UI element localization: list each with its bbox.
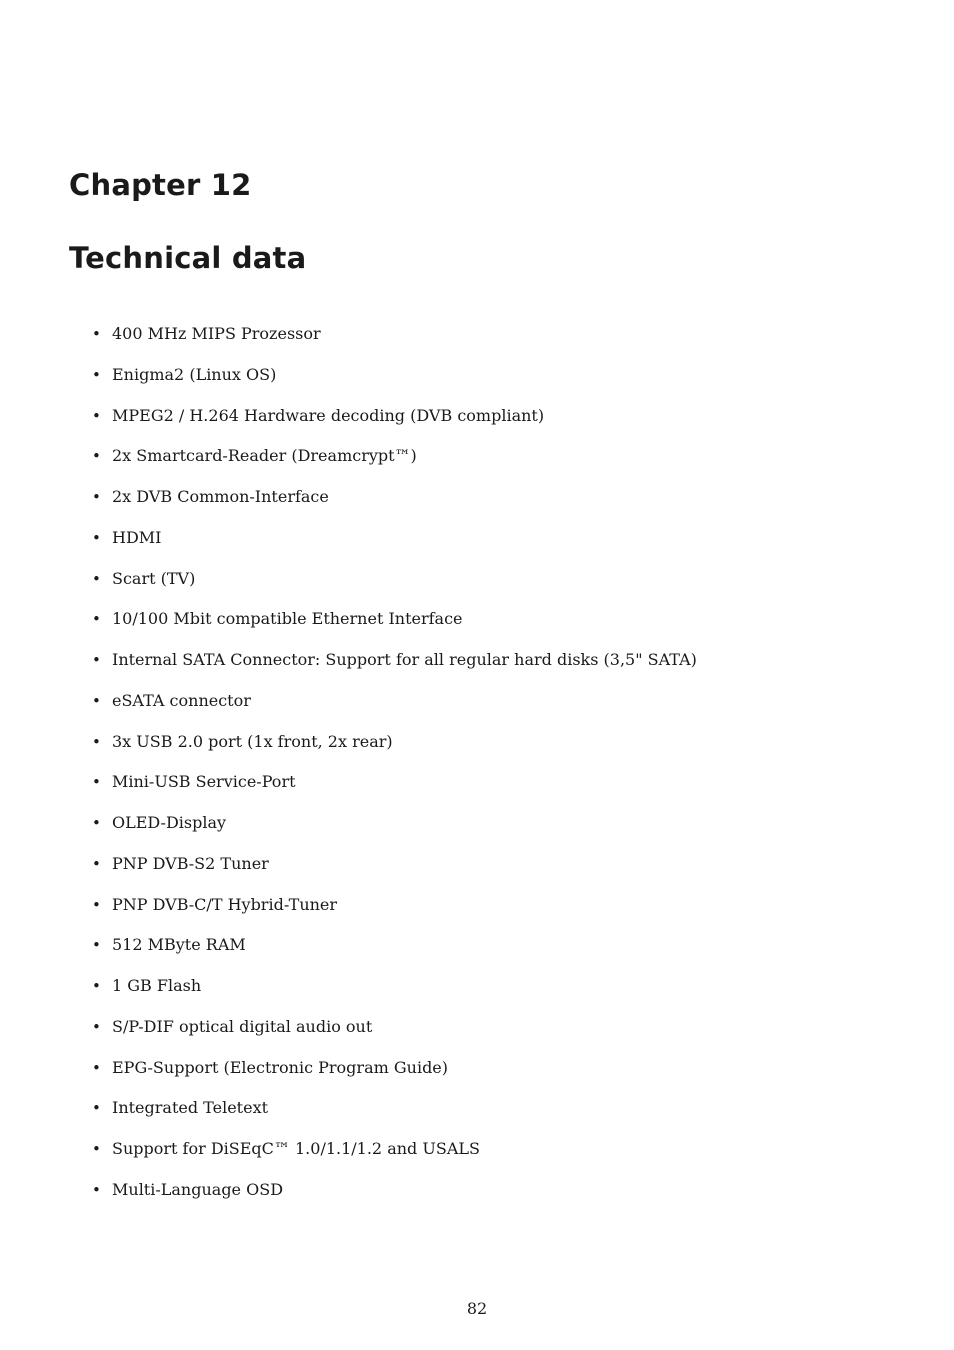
bullet-icon: • <box>92 854 101 873</box>
list-item <box>0 810 954 851</box>
list-item <box>0 851 954 892</box>
bullet-icon: • <box>92 895 101 914</box>
bullet-icon: • <box>92 814 101 832</box>
list-item-text: EPG-Support (Electronic Program Guide) <box>112 1057 449 1077</box>
bullet-icon: • <box>92 1017 101 1036</box>
list-item <box>0 566 954 607</box>
list-item <box>0 606 954 647</box>
list-item-text: 2x Smartcard-Reader (Dreamcrypt™) <box>112 446 417 466</box>
list-item-text: 512 MByte RAM <box>112 935 246 955</box>
bullet-icon: • <box>92 406 101 425</box>
bullet-icon: • <box>92 1140 101 1158</box>
bullet-icon: • <box>92 325 101 343</box>
list-item-text: PNP DVB-C/T Hybrid-Tuner <box>112 894 338 914</box>
list-item <box>0 362 954 403</box>
list-item-text: Support for DiSEqC™ 1.0/1.1/1.2 and USALS <box>112 1139 480 1158</box>
list-item <box>0 1055 954 1096</box>
list-item-text: S/P-DIF optical digital audio out <box>112 1016 373 1036</box>
chapter-number-heading: Chapter 12 <box>69 168 252 202</box>
list-item-text: PNP DVB-S2 Tuner <box>112 853 269 873</box>
technical-data-list <box>0 321 954 1218</box>
page-number: 82 <box>466 1299 488 1318</box>
list-item <box>0 1095 954 1136</box>
bullet-icon: • <box>92 569 101 588</box>
list-item-text: MPEG2 / H.264 Hardware decoding (DVB compliant) <box>112 405 545 425</box>
list-item <box>0 688 954 729</box>
list-item-text: eSATA connector <box>112 690 251 710</box>
list-item <box>0 403 954 444</box>
list-item <box>0 647 954 688</box>
list-item-text: 1 GB Flash <box>112 976 202 995</box>
list-item <box>0 443 954 484</box>
bullet-icon: • <box>92 488 101 506</box>
list-item <box>0 769 954 810</box>
list-item-text: Internal SATA Connector: Support for all regular hard disks (3,5" SATA) <box>112 650 697 669</box>
list-item <box>0 1014 954 1055</box>
bullet-icon: • <box>92 732 101 751</box>
list-item-text: OLED-Display <box>112 813 227 832</box>
list-item-text: Scart (TV) <box>112 568 196 588</box>
bullet-icon: • <box>92 365 101 384</box>
bullet-icon: • <box>92 691 101 710</box>
list-item-text: Integrated Teletext <box>112 1098 269 1118</box>
list-item <box>0 1136 954 1177</box>
list-item <box>0 484 954 525</box>
list-item-text: 2x DVB Common-Interface <box>112 487 329 506</box>
list-item-text: 3x USB 2.0 port (1x front, 2x rear) <box>112 731 393 751</box>
list-item <box>0 321 954 362</box>
bullet-icon: • <box>92 977 101 995</box>
list-item-text: 10/100 Mbit compatible Ethernet Interface <box>112 609 463 629</box>
list-item-text: Enigma2 (Linux OS) <box>112 364 277 384</box>
bullet-icon: • <box>92 447 101 466</box>
bullet-icon: • <box>92 610 101 629</box>
bullet-icon: • <box>92 528 101 547</box>
bullet-icon: • <box>92 651 101 669</box>
list-item-text: HDMI <box>112 527 162 547</box>
list-item <box>0 729 954 770</box>
bullet-icon: • <box>92 1099 101 1118</box>
list-item <box>0 1177 954 1218</box>
bullet-icon: • <box>92 1058 101 1077</box>
list-item <box>0 892 954 933</box>
list-item <box>0 932 954 973</box>
chapter-title-heading: Technical data <box>69 241 307 275</box>
bullet-icon: • <box>92 773 101 792</box>
list-item-text: Multi-Language OSD <box>112 1179 284 1199</box>
list-item-text: Mini-USB Service-Port <box>112 772 296 792</box>
bullet-icon: • <box>92 1180 101 1199</box>
list-item <box>0 973 954 1014</box>
list-item <box>0 525 954 566</box>
list-item-text: 400 MHz MIPS Prozessor <box>112 324 321 343</box>
bullet-icon: • <box>92 936 101 955</box>
